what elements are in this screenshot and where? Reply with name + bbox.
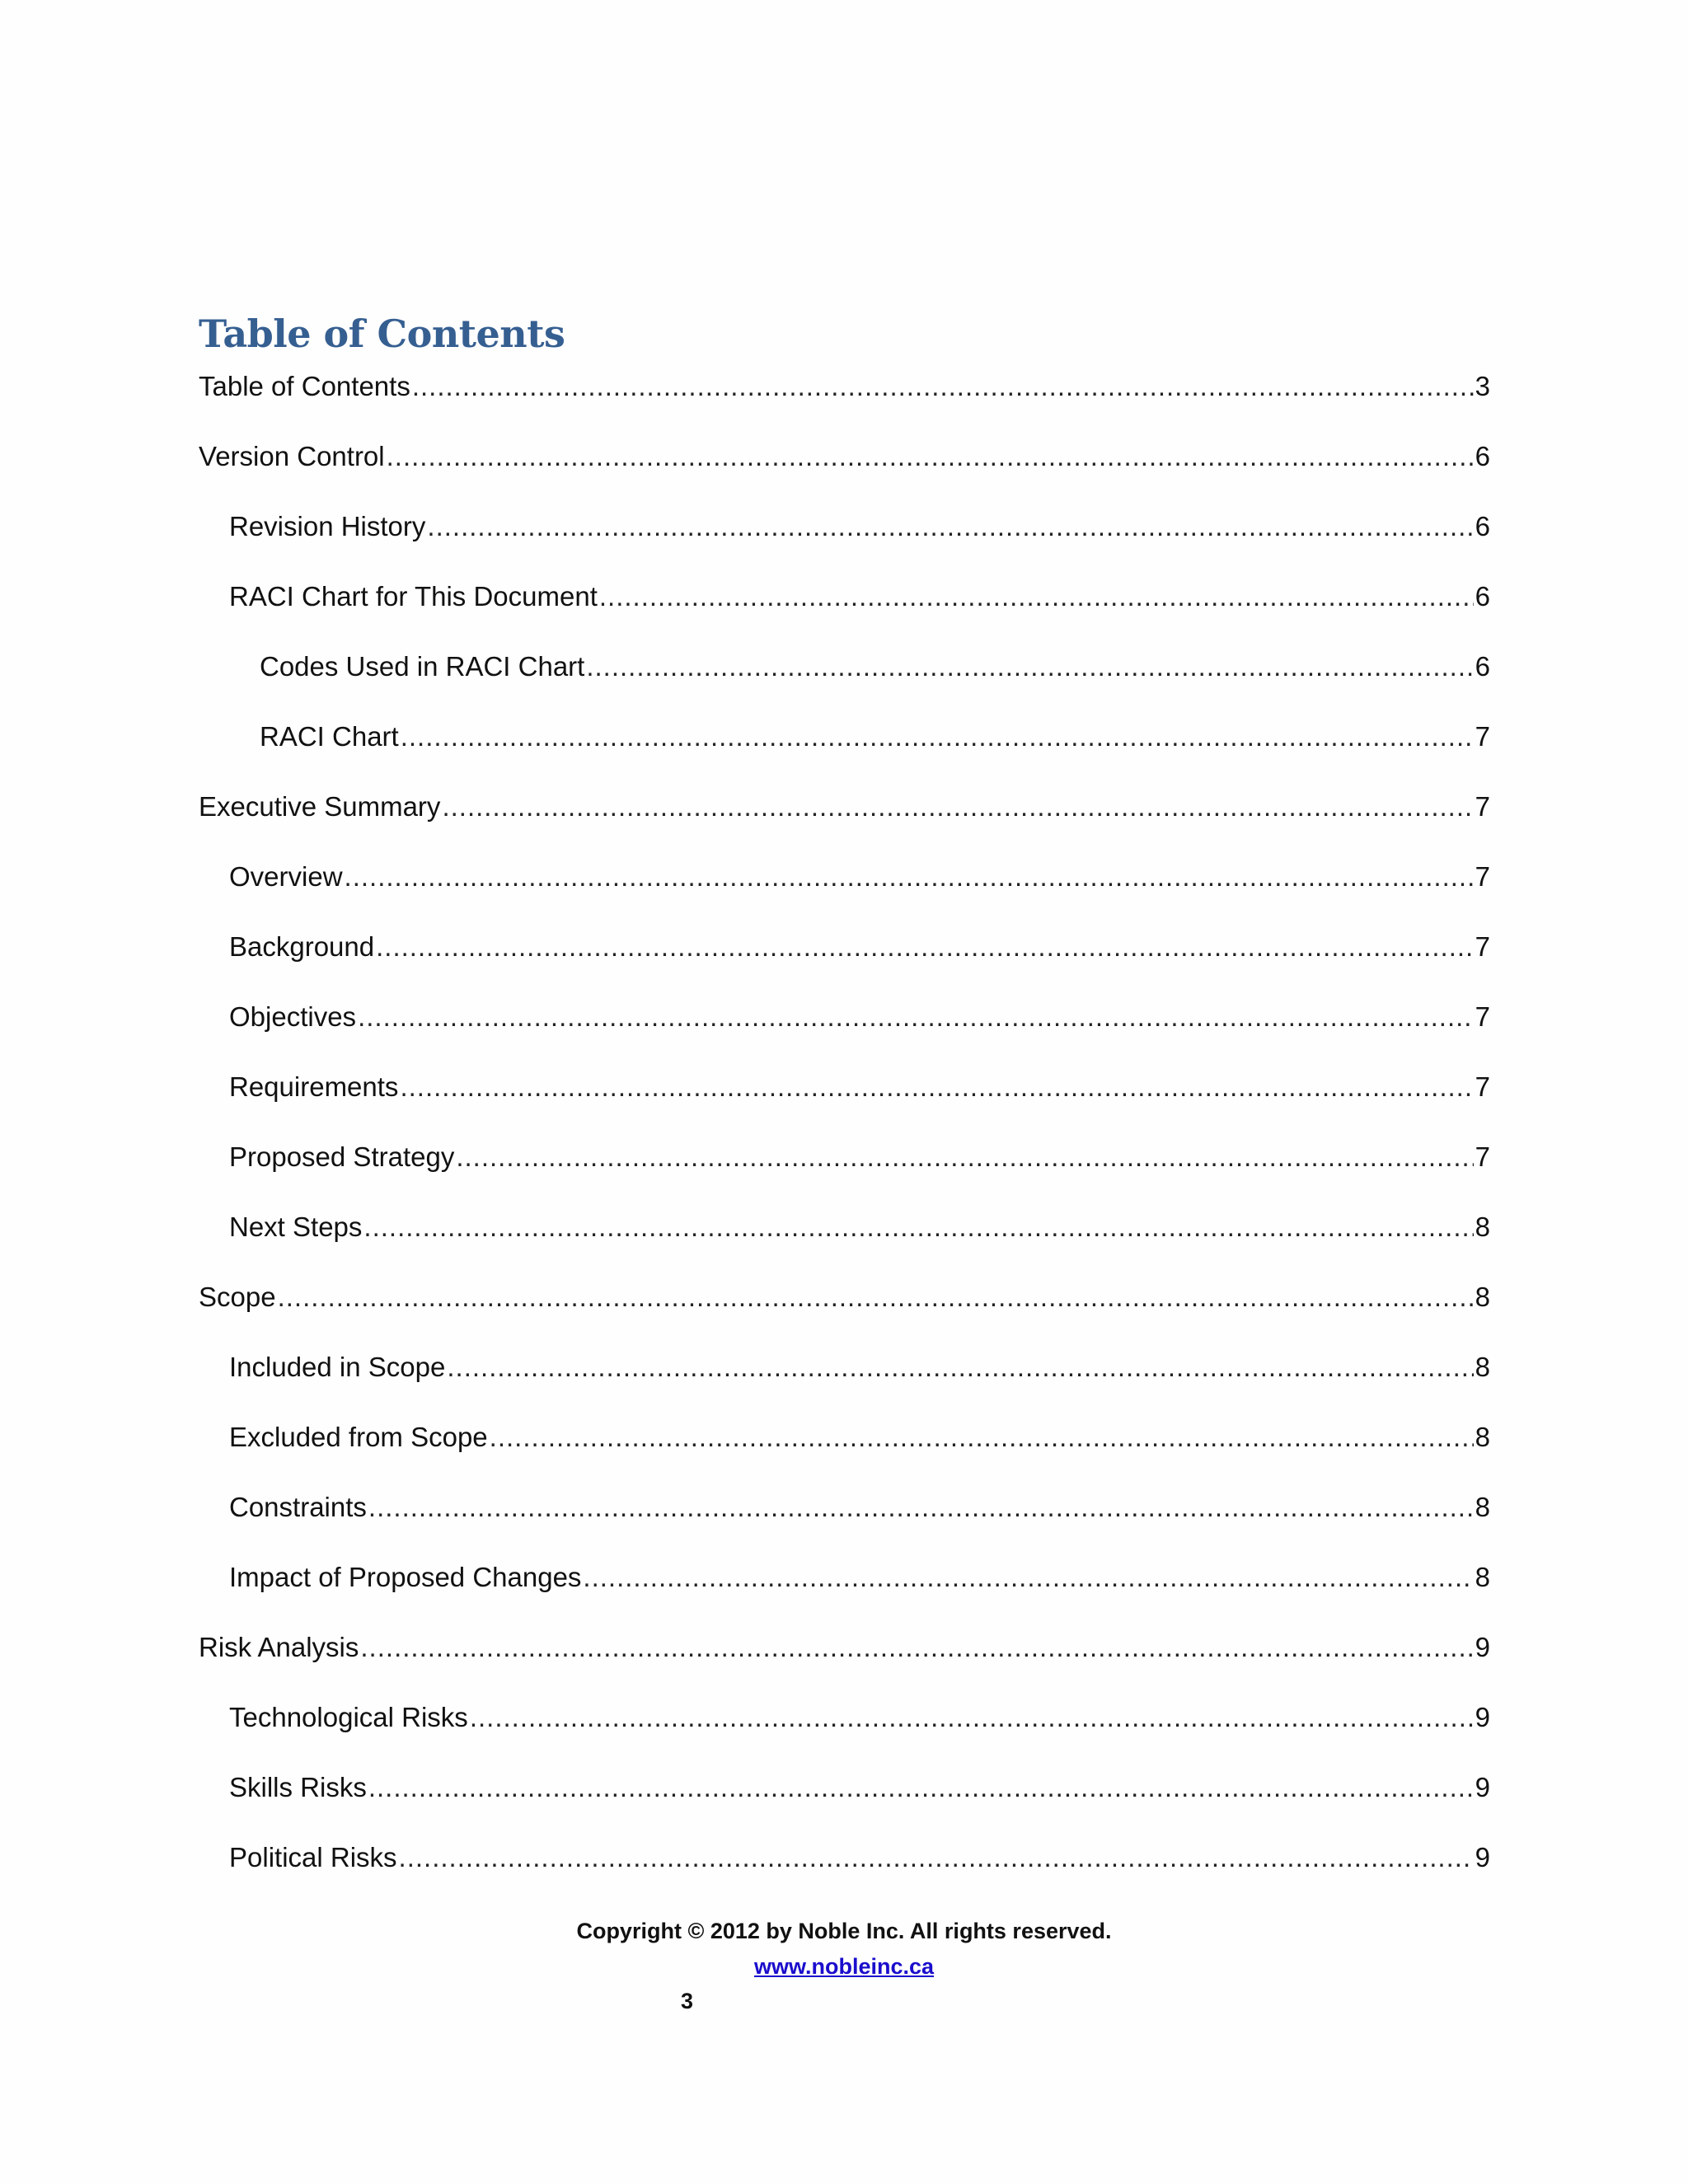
toc-entry-page: 8 xyxy=(1475,1562,1490,1592)
dot-leader xyxy=(586,648,1473,686)
toc-entry-page: 6 xyxy=(1475,581,1490,612)
toc-entry-label: Table of Contents xyxy=(199,371,410,401)
toc-entry-page: 9 xyxy=(1475,1772,1490,1802)
page-number: 3 xyxy=(681,1989,694,2013)
toc-entry-constraints[interactable] xyxy=(229,1488,1490,1526)
toc-entry-next-steps[interactable] xyxy=(229,1208,1490,1246)
dot-leader xyxy=(599,578,1474,616)
toc-entry-page: 7 xyxy=(1475,721,1490,752)
dot-leader xyxy=(358,998,1474,1036)
dot-leader xyxy=(376,928,1474,966)
toc-entry-raci-chart-for-this-document[interactable] xyxy=(229,578,1490,616)
toc-entry-page: 7 xyxy=(1475,791,1490,822)
toc-entry-label: Excluded from Scope xyxy=(229,1422,488,1452)
toc-entry-label: Skills Risks xyxy=(229,1772,367,1802)
dot-leader xyxy=(345,858,1474,896)
toc-entry-version-control[interactable] xyxy=(199,438,1490,476)
website-link[interactable]: www.nobleinc.ca xyxy=(753,1954,935,1979)
dot-leader xyxy=(368,1488,1474,1526)
toc-entry-scope[interactable] xyxy=(199,1278,1490,1316)
toc-entry-political-risks[interactable] xyxy=(229,1839,1490,1877)
toc-entry-label: Proposed Strategy xyxy=(229,1141,455,1172)
toc-entry-label: Next Steps xyxy=(229,1212,363,1242)
dot-leader xyxy=(442,788,1473,826)
toc-entry-label: Impact of Proposed Changes xyxy=(229,1562,582,1592)
toc-entry-raci-chart[interactable] xyxy=(260,718,1490,756)
toc-entry-overview[interactable] xyxy=(229,858,1490,896)
dot-leader xyxy=(447,1348,1473,1386)
dot-leader xyxy=(490,1418,1474,1456)
toc-entry-included-in-scope[interactable] xyxy=(229,1348,1490,1386)
toc-entry-proposed-strategy[interactable] xyxy=(229,1138,1490,1176)
toc-entry-label: Objectives xyxy=(229,1001,357,1032)
toc-entry-label: Requirements xyxy=(229,1071,399,1102)
dot-leader xyxy=(400,1068,1473,1106)
toc-entry-page: 8 xyxy=(1475,1492,1490,1522)
dot-leader xyxy=(399,1839,1474,1877)
toc-entry-label: Revision History xyxy=(229,511,426,541)
toc-entry-codes-used-in-raci-chart[interactable] xyxy=(260,648,1490,686)
toc-entry-impact-of-proposed-changes[interactable] xyxy=(229,1558,1490,1596)
toc-entry-page: 8 xyxy=(1475,1282,1490,1312)
toc-entry-page: 6 xyxy=(1475,511,1490,541)
toc-entry-page: 9 xyxy=(1475,1632,1490,1662)
toc-entry-page: 8 xyxy=(1475,1422,1490,1452)
toc-entry-page: 6 xyxy=(1475,651,1490,682)
toc-entry-label: Technological Risks xyxy=(229,1702,468,1732)
dot-leader xyxy=(360,1629,1473,1666)
toc-entry-page: 3 xyxy=(1475,371,1490,401)
toc-entry-page: 7 xyxy=(1475,931,1490,962)
footer-website xyxy=(0,1950,1688,1983)
toc-entry-table-of-contents[interactable] xyxy=(199,368,1490,405)
toc-entry-objectives[interactable] xyxy=(229,998,1490,1036)
dot-leader xyxy=(427,508,1473,546)
toc-entry-risk-analysis[interactable] xyxy=(199,1629,1490,1666)
toc-entry-label: Political Risks xyxy=(229,1842,397,1872)
toc-entry-label: Risk Analysis xyxy=(199,1632,359,1662)
dot-leader xyxy=(412,368,1474,405)
toc-entry-label: RACI Chart for This Document xyxy=(229,581,598,612)
toc-entry-page: 9 xyxy=(1475,1702,1490,1732)
toc-entry-label: Version Control xyxy=(199,441,385,471)
toc-entry-label: Constraints xyxy=(229,1492,367,1522)
toc-entry-excluded-from-scope[interactable] xyxy=(229,1418,1490,1456)
dot-leader xyxy=(368,1769,1474,1807)
dot-leader xyxy=(583,1558,1473,1596)
toc-entry-revision-history[interactable] xyxy=(229,508,1490,546)
toc-entry-page: 7 xyxy=(1475,1001,1490,1032)
toc-entry-label: Executive Summary xyxy=(199,791,441,822)
toc-entry-page: 8 xyxy=(1475,1352,1490,1382)
dot-leader xyxy=(456,1138,1473,1176)
toc-entry-technological-risks[interactable] xyxy=(229,1699,1490,1736)
toc-entry-page: 7 xyxy=(1475,1071,1490,1102)
toc-entry-page: 6 xyxy=(1475,441,1490,471)
toc-entry-page: 7 xyxy=(1475,1141,1490,1172)
toc-entry-page: 7 xyxy=(1475,861,1490,892)
footer-copyright: Copyright © 2012 by Noble Inc. All rights reserved. xyxy=(576,1919,1112,1943)
toc-entry-label: RACI Chart xyxy=(260,721,399,752)
toc-entry-skills-risks[interactable] xyxy=(229,1769,1490,1807)
toc-heading: Table of Contents xyxy=(199,312,565,356)
toc-entry-label: Background xyxy=(229,931,375,962)
toc-entry-label: Included in Scope xyxy=(229,1352,446,1382)
dot-leader xyxy=(470,1699,1474,1736)
toc-entry-page: 9 xyxy=(1475,1842,1490,1872)
toc-entry-background[interactable] xyxy=(229,928,1490,966)
toc-entry-label: Scope xyxy=(199,1282,276,1312)
dot-leader xyxy=(387,438,1474,476)
toc-entry-requirements[interactable] xyxy=(229,1068,1490,1106)
toc-entry-label: Codes Used in RACI Chart xyxy=(260,651,585,682)
dot-leader xyxy=(401,718,1474,756)
dot-leader xyxy=(278,1278,1474,1316)
toc-entry-label: Overview xyxy=(229,861,343,892)
toc-entry-page: 8 xyxy=(1475,1212,1490,1242)
dot-leader xyxy=(363,1208,1473,1246)
toc-entry-executive-summary[interactable] xyxy=(199,788,1490,826)
